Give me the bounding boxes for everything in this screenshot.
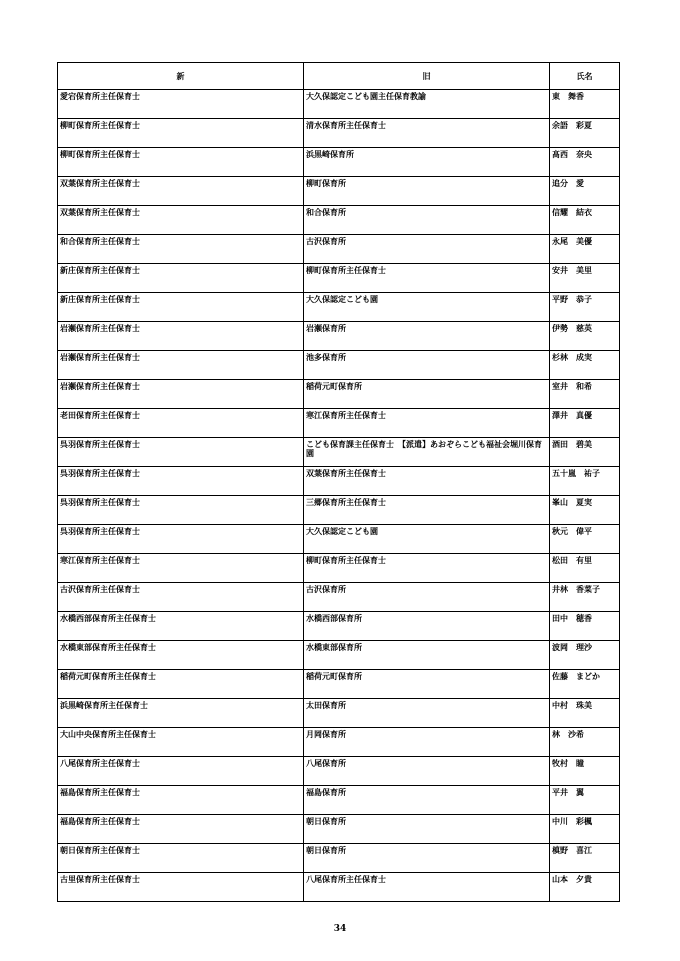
cell-new-position: 呉羽保育所主任保育士 xyxy=(58,496,304,525)
cell-name: 山本 夕貴 xyxy=(550,873,620,902)
cell-old-position: 八尾保育所主任保育士 xyxy=(304,873,550,902)
cell-old-position: 水橋西部保育所 xyxy=(304,612,550,641)
cell-old-position: 和合保育所 xyxy=(304,206,550,235)
table-row xyxy=(58,293,620,322)
cell-name: 井林 香菜子 xyxy=(550,583,620,612)
cell-name: 余語 彩夏 xyxy=(550,119,620,148)
cell-new-position: 双葉保育所主任保育士 xyxy=(58,177,304,206)
table-row xyxy=(58,699,620,728)
table-body xyxy=(58,90,620,902)
cell-new-position: 岩瀬保育所主任保育士 xyxy=(58,380,304,409)
table-row xyxy=(58,380,620,409)
cell-new-position: 浜黒崎保育所主任保育士 xyxy=(58,699,304,728)
cell-new-position: 稲荷元町保育所主任保育士 xyxy=(58,670,304,699)
cell-new-position: 呉羽保育所主任保育士 xyxy=(58,467,304,496)
cell-new-position: 福島保育所主任保育士 xyxy=(58,786,304,815)
cell-new-position: 大山中央保育所主任保育士 xyxy=(58,728,304,757)
cell-name: 松田 有里 xyxy=(550,554,620,583)
cell-old-position: 古沢保育所 xyxy=(304,235,550,264)
table-row xyxy=(58,757,620,786)
table-row xyxy=(58,351,620,380)
cell-old-position: 柳町保育所主任保育士 xyxy=(304,554,550,583)
cell-new-position: 水橋西部保育所主任保育士 xyxy=(58,612,304,641)
cell-name: 澤井 真優 xyxy=(550,409,620,438)
header-new: 新 xyxy=(58,63,304,90)
cell-old-position: 大久保認定こども園 xyxy=(304,525,550,554)
header-name: 氏名 xyxy=(550,63,620,90)
cell-new-position: 柳町保育所主任保育士 xyxy=(58,148,304,177)
cell-name: 佐藤 まどか xyxy=(550,670,620,699)
cell-new-position: 老田保育所主任保育士 xyxy=(58,409,304,438)
cell-new-position: 福島保育所主任保育士 xyxy=(58,815,304,844)
cell-name: 追分 愛 xyxy=(550,177,620,206)
table-row xyxy=(58,612,620,641)
table-row xyxy=(58,119,620,148)
cell-name: 杉林 成実 xyxy=(550,351,620,380)
cell-name: 髙西 奈央 xyxy=(550,148,620,177)
cell-new-position: 古里保育所主任保育士 xyxy=(58,873,304,902)
cell-new-position: 寒江保育所主任保育士 xyxy=(58,554,304,583)
cell-old-position: 稲荷元町保育所 xyxy=(304,380,550,409)
table-row xyxy=(58,467,620,496)
cell-old-position: 福島保育所 xyxy=(304,786,550,815)
cell-name: 伊勢 慈英 xyxy=(550,322,620,351)
cell-name: 波岡 理沙 xyxy=(550,641,620,670)
cell-old-position: 柳町保育所主任保育士 xyxy=(304,264,550,293)
cell-new-position: 古沢保育所主任保育士 xyxy=(58,583,304,612)
cell-name: 室井 和希 xyxy=(550,380,620,409)
cell-old-position: 浜黒崎保育所 xyxy=(304,148,550,177)
table-row xyxy=(58,670,620,699)
cell-name: 平野 恭子 xyxy=(550,293,620,322)
cell-new-position: 愛宕保育所主任保育士 xyxy=(58,90,304,119)
cell-new-position: 水橋東部保育所主任保育士 xyxy=(58,641,304,670)
cell-old-position: 岩瀬保育所 xyxy=(304,322,550,351)
cell-old-position: 大久保認定こども園主任保育教諭 xyxy=(304,90,550,119)
cell-old-position: 八尾保育所 xyxy=(304,757,550,786)
cell-old-position: 寒江保育所主任保育士 xyxy=(304,409,550,438)
cell-new-position: 柳町保育所主任保育士 xyxy=(58,119,304,148)
cell-name: 槙野 喜江 xyxy=(550,844,620,873)
table-row xyxy=(58,409,620,438)
cell-name: 秋元 偉平 xyxy=(550,525,620,554)
cell-new-position: 新庄保育所主任保育士 xyxy=(58,293,304,322)
cell-name: 峯山 夏実 xyxy=(550,496,620,525)
cell-name: 中川 彩楓 xyxy=(550,815,620,844)
cell-new-position: 岩瀬保育所主任保育士 xyxy=(58,351,304,380)
cell-old-position: 三郷保育所主任保育士 xyxy=(304,496,550,525)
cell-old-position: 大久保認定こども園 xyxy=(304,293,550,322)
cell-name: 信耀 結衣 xyxy=(550,206,620,235)
cell-name: 平井 翼 xyxy=(550,786,620,815)
table-row xyxy=(58,496,620,525)
cell-name: 牧村 瞳 xyxy=(550,757,620,786)
cell-old-position: こども保育課主任保育士 【派遣】あおぞらこども福祉会堀川保育園 xyxy=(304,438,550,467)
cell-name: 林 沙希 xyxy=(550,728,620,757)
cell-new-position: 八尾保育所主任保育士 xyxy=(58,757,304,786)
table-row xyxy=(58,438,620,467)
table-row xyxy=(58,583,620,612)
cell-old-position: 清水保育所主任保育士 xyxy=(304,119,550,148)
table-header-row xyxy=(58,63,620,90)
cell-name: 安井 美里 xyxy=(550,264,620,293)
cell-new-position: 新庄保育所主任保育士 xyxy=(58,264,304,293)
cell-new-position: 岩瀬保育所主任保育士 xyxy=(58,322,304,351)
cell-name: 田中 穂香 xyxy=(550,612,620,641)
table-row xyxy=(58,728,620,757)
cell-old-position: 太田保育所 xyxy=(304,699,550,728)
cell-name: 永尾 美優 xyxy=(550,235,620,264)
table-row xyxy=(58,786,620,815)
cell-old-position: 朝日保育所 xyxy=(304,844,550,873)
cell-old-position: 稲荷元町保育所 xyxy=(304,670,550,699)
cell-new-position: 呉羽保育所主任保育士 xyxy=(58,438,304,467)
cell-old-position: 水橋東部保育所 xyxy=(304,641,550,670)
table-row xyxy=(58,525,620,554)
personnel-table xyxy=(57,62,620,902)
table-row xyxy=(58,815,620,844)
table-row xyxy=(58,322,620,351)
cell-old-position: 池多保育所 xyxy=(304,351,550,380)
table-row xyxy=(58,90,620,119)
cell-old-position: 柳町保育所 xyxy=(304,177,550,206)
table-row xyxy=(58,554,620,583)
cell-old-position: 双葉保育所主任保育士 xyxy=(304,467,550,496)
page-number: 34 xyxy=(333,924,347,934)
cell-old-position: 古沢保育所 xyxy=(304,583,550,612)
cell-new-position: 和合保育所主任保育士 xyxy=(58,235,304,264)
cell-name: 東 舞香 xyxy=(550,90,620,119)
table-row xyxy=(58,235,620,264)
cell-old-position: 朝日保育所 xyxy=(304,815,550,844)
table-row xyxy=(58,148,620,177)
table-row xyxy=(58,177,620,206)
cell-new-position: 呉羽保育所主任保育士 xyxy=(58,525,304,554)
table-row xyxy=(58,206,620,235)
cell-new-position: 朝日保育所主任保育士 xyxy=(58,844,304,873)
table-row xyxy=(58,873,620,902)
header-old: 旧 xyxy=(304,63,550,90)
table-row xyxy=(58,264,620,293)
table-row xyxy=(58,844,620,873)
cell-name: 酒田 碧美 xyxy=(550,438,620,467)
cell-name: 中村 珠美 xyxy=(550,699,620,728)
table-row xyxy=(58,641,620,670)
cell-old-position: 月岡保育所 xyxy=(304,728,550,757)
cell-new-position: 双葉保育所主任保育士 xyxy=(58,206,304,235)
cell-name: 五十嵐 祐子 xyxy=(550,467,620,496)
